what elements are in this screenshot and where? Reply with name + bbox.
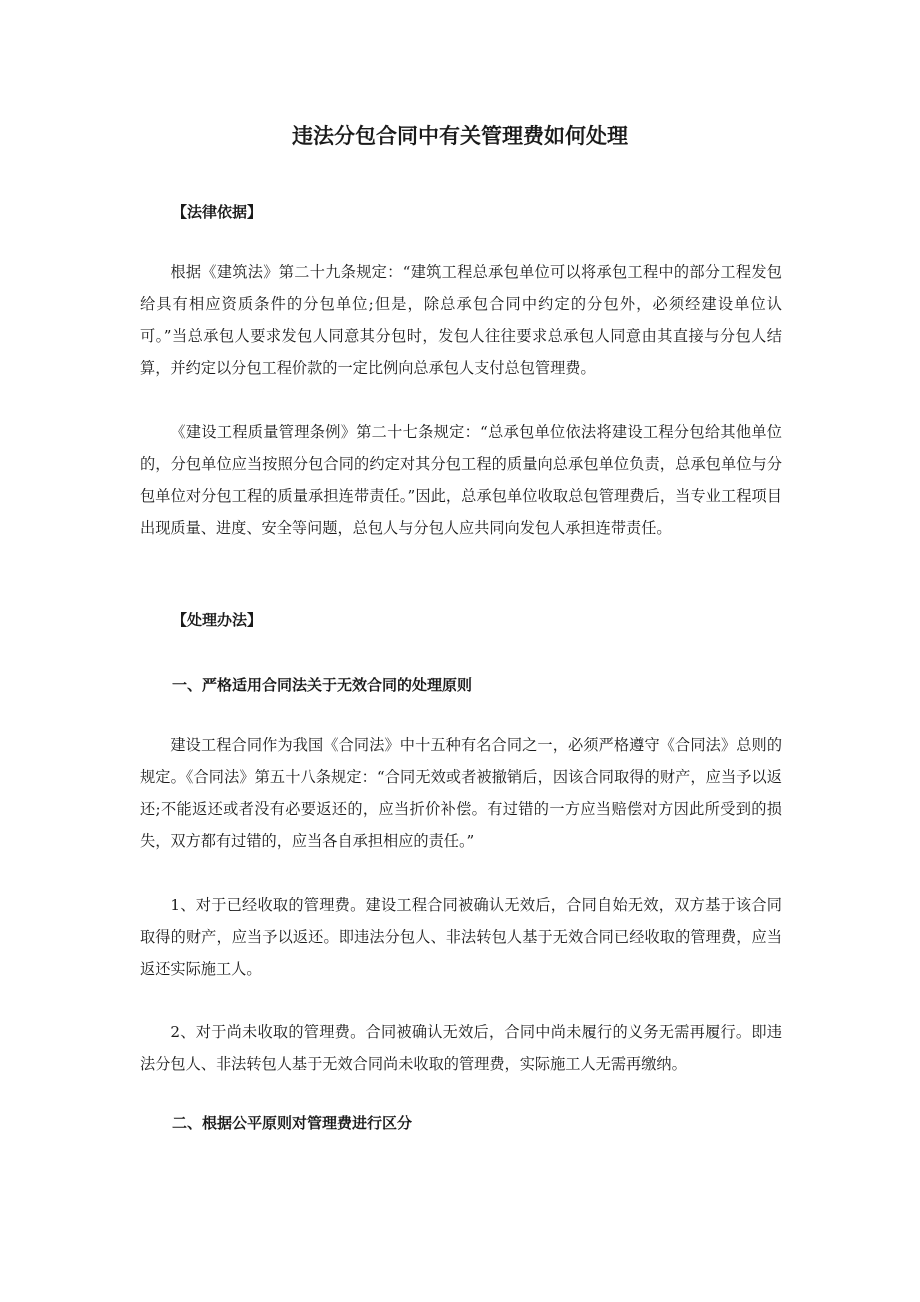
paragraph-uncollected-fee: 2、对于尚未收取的管理费。合同被确认无效后，合同中尚未履行的义务无需再履行。即违法分包人、非法转包人基于无效合同尚未收取的管理费，实际施工人无需再缴纳。 — [140, 1023, 782, 1073]
paragraph-quality-regulation: 《建设工程质量管理条例》第二十七条规定：“总承包单位依法将建设工程分包给其他单位的，分包单位应当按照分包合同的约定对其分包工程的质量向总承包单位负责，总承包单位与分包单位对分包工程的质量承担连带责任。”因此，总承包单位收取总包管理费后，当专业工程项目出现质量、进度、安全等问题，总包人与分包人应共同向发包人承担连带责任。 — [140, 423, 782, 537]
page-title: 违法分包合同中有关管理费如何处理 — [292, 124, 628, 148]
paragraph-collected-fee: 1、对于已经收取的管理费。建设工程合同被确认无效后，合同自始无效，双方基于该合同取得的财产，应当予以返还。即违法分包人、非法转包人基于无效合同已经收取的管理费，应当返还实际施工人。 — [140, 896, 782, 978]
section-heading-legal-basis: 【法律依据】 — [172, 203, 263, 221]
subheading-fairness-principle: 二、根据公平原则对管理费进行区分 — [172, 1114, 413, 1132]
paragraph-contract-law: 建设工程合同作为我国《合同法》中十五种有名合同之一，必须严格遵守《合同法》总则的规定。《合同法》第五十八条规定：“合同无效或者被撤销后，因该合同取得的财产，应当予以返还;不能返还或者没有必要返还的，应当折价补偿。有过错的一方应当赔偿对方因此所受到的损失，双方都有过错的，应当各自承担相应的责任。” — [140, 736, 782, 850]
subheading-invalid-contract-principle: 一、严格适用合同法关于无效合同的处理原则 — [172, 676, 473, 694]
section-heading-handling-method: 【处理办法】 — [172, 611, 263, 629]
paragraph-construction-law: 根据《建筑法》第二十九条规定：“建筑工程总承包单位可以将承包工程中的部分工程发包给具有相应资质条件的分包单位;但是，除总承包合同中约定的分包外，必须经建设单位认可。”当总承包人要求发包人同意其分包时，发包人往往要求总承包人同意由其直接与分包人结算，并约定以分包工程价款的一定比例向总承包人支付总包管理费。 — [140, 263, 782, 377]
